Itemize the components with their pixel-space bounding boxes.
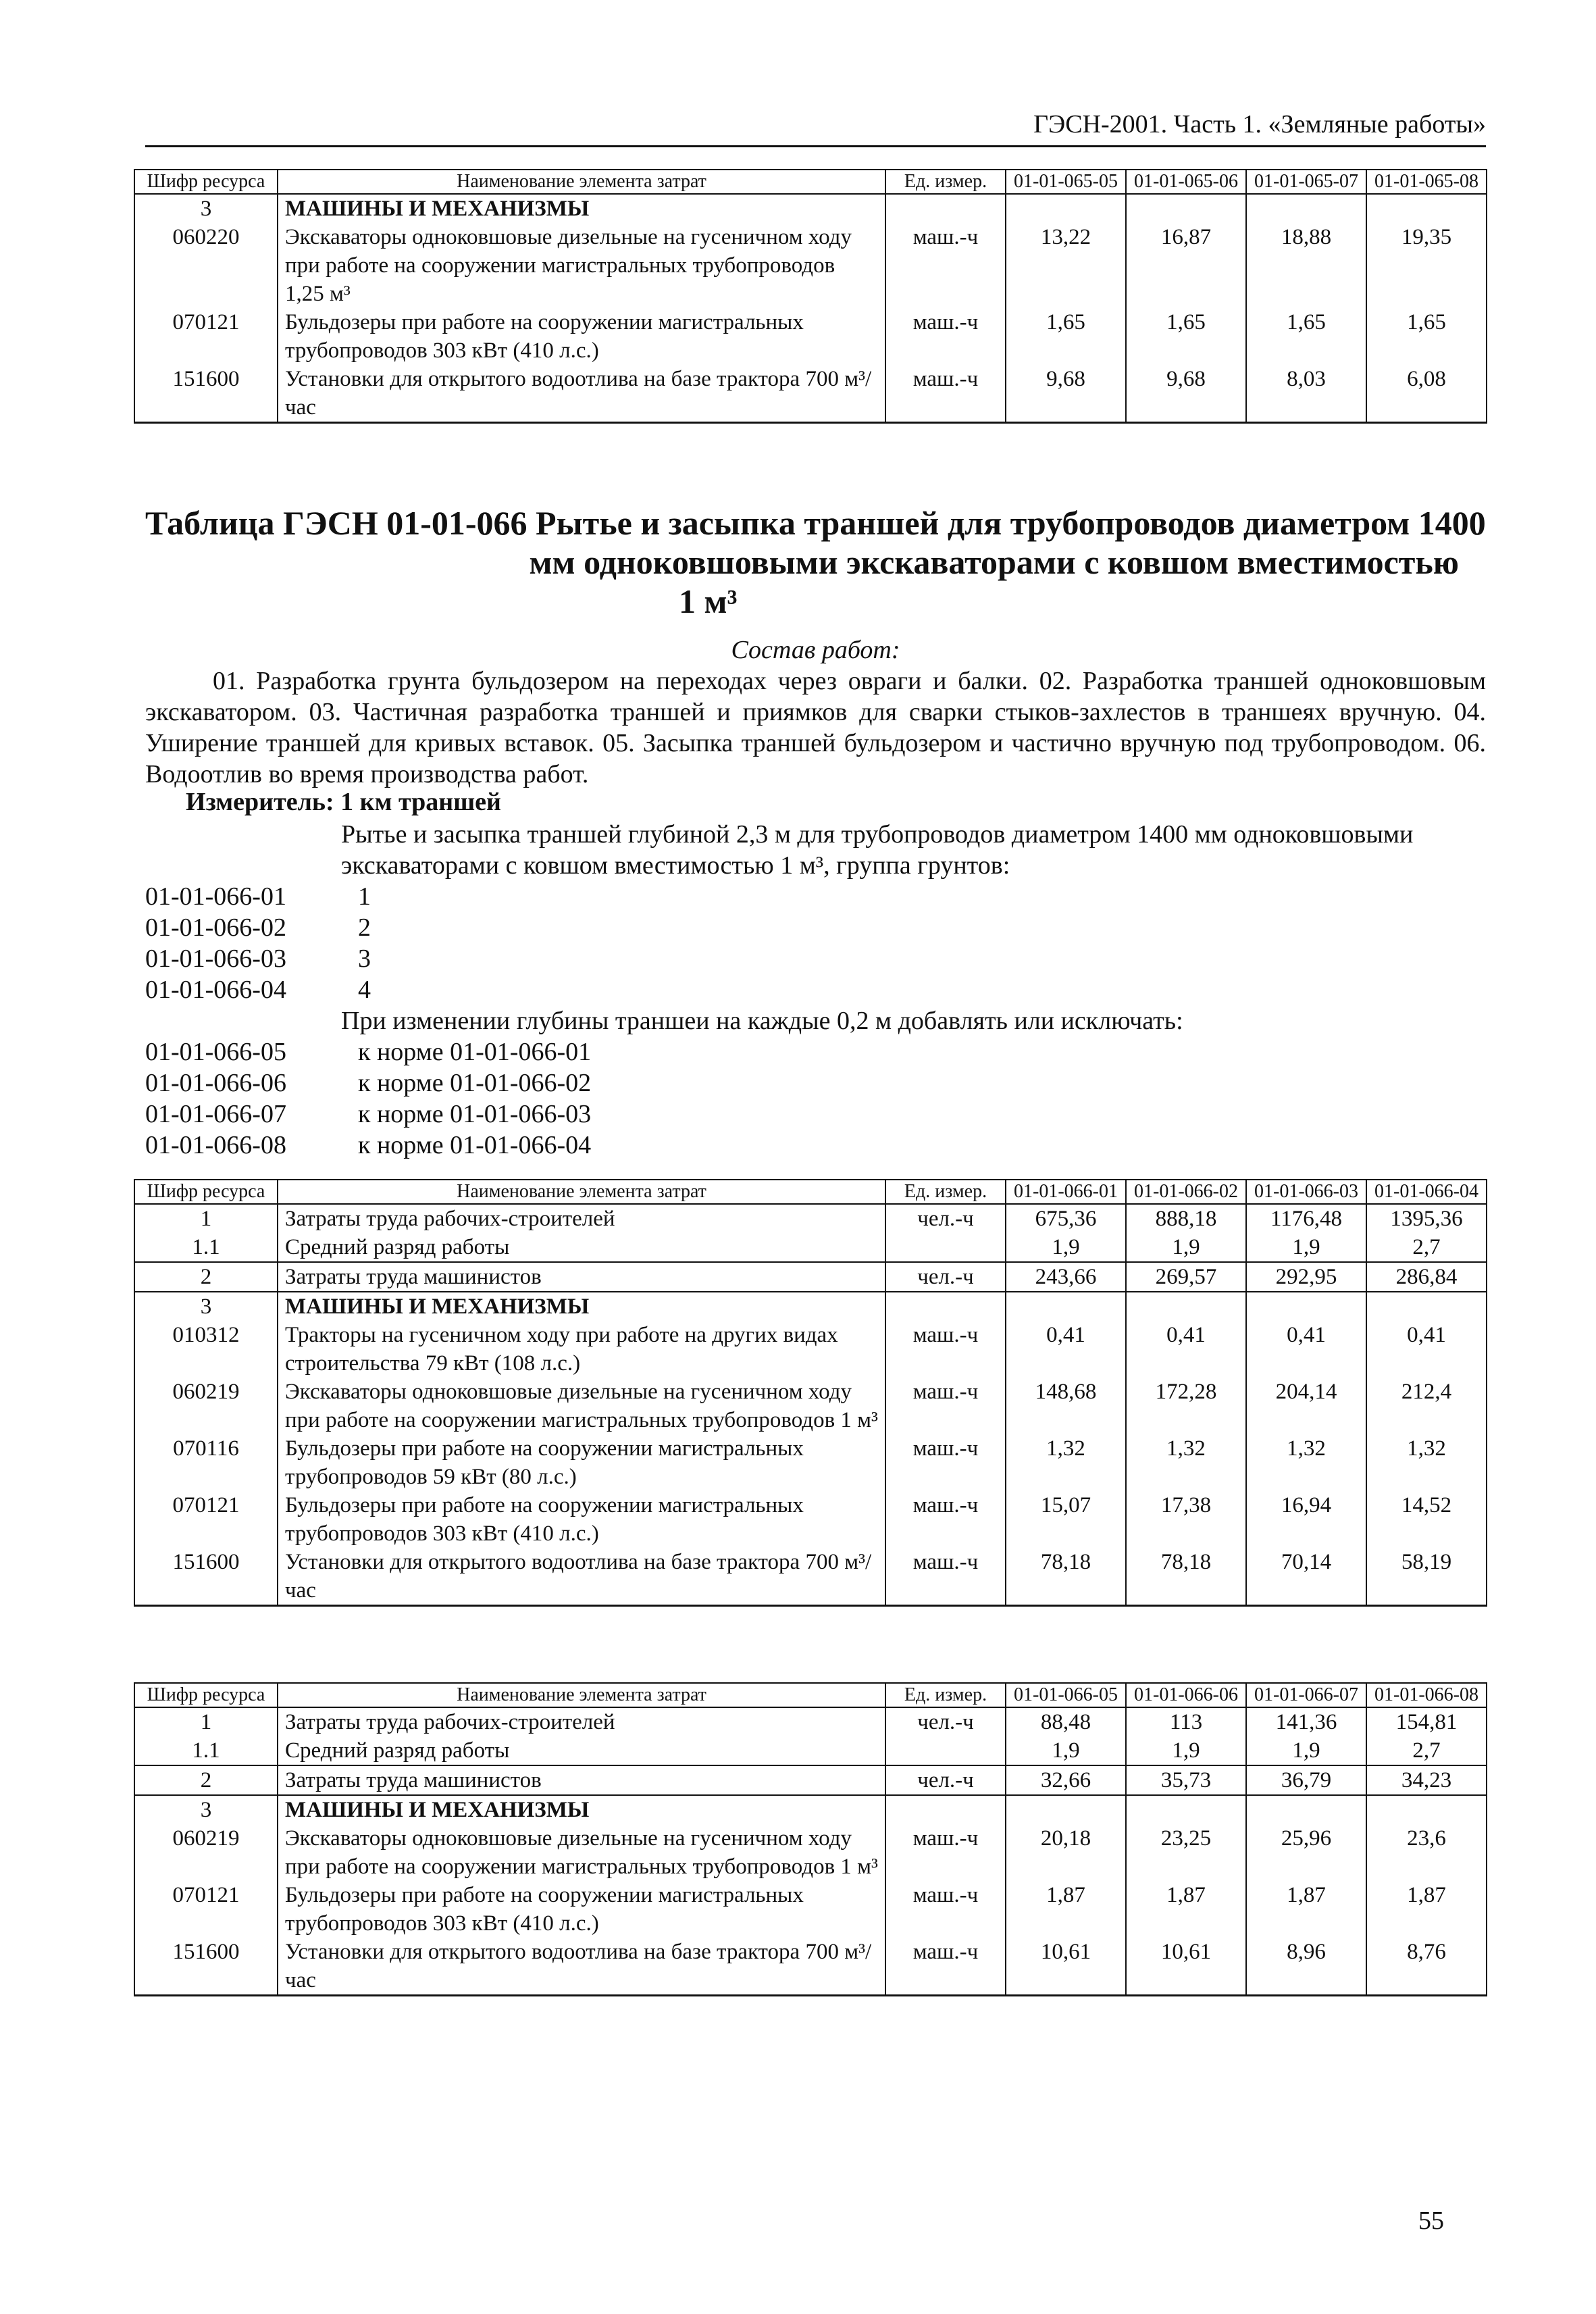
row-value: 8,03 bbox=[1246, 365, 1366, 423]
table-row bbox=[134, 1204, 1487, 1233]
row-name: Экскаваторы одноковшовые дизельные на гусеничном ходу при работе на сооружении магистральных трубопроводов 1,25 м³ bbox=[278, 223, 885, 308]
table-header-row bbox=[134, 1683, 1487, 1707]
row-code: 3 bbox=[134, 194, 278, 223]
row-value: 70,14 bbox=[1246, 1548, 1366, 1606]
norm-item bbox=[145, 1036, 1486, 1067]
norm-text: 4 bbox=[358, 976, 371, 1004]
row-value: 1176,48 bbox=[1246, 1204, 1366, 1233]
row-unit bbox=[885, 194, 1006, 223]
row-value: 269,57 bbox=[1126, 1262, 1246, 1292]
norms-group-list bbox=[145, 881, 1486, 1005]
row-name: Бульдозеры при работе на сооружении магистральных трубопроводов 303 кВт (410 л.с.) bbox=[278, 1881, 885, 1938]
row-unit: чел.-ч bbox=[885, 1765, 1006, 1795]
row-value: 1,87 bbox=[1366, 1881, 1487, 1938]
header-norm-code: 01-01-066-07 bbox=[1246, 1683, 1366, 1707]
table-row bbox=[134, 223, 1487, 308]
norm-text: к норме 01-01-066-03 bbox=[358, 1100, 592, 1128]
row-value: 1,9 bbox=[1126, 1736, 1246, 1765]
table-row bbox=[134, 1707, 1487, 1736]
row-value: 0,41 bbox=[1246, 1321, 1366, 1378]
row-unit: маш.-ч bbox=[885, 1378, 1006, 1434]
table-row bbox=[134, 1824, 1487, 1881]
header-code: Шифр ресурса bbox=[134, 170, 278, 194]
row-value: 1,9 bbox=[1126, 1233, 1246, 1262]
row-code: 1.1 bbox=[134, 1233, 278, 1262]
row-unit: маш.-ч bbox=[885, 1938, 1006, 1996]
row-code: 070121 bbox=[134, 1881, 278, 1938]
header-rule bbox=[145, 145, 1486, 147]
row-value bbox=[1006, 1292, 1126, 1321]
row-name: Средний разряд работы bbox=[278, 1736, 885, 1765]
row-name: МАШИНЫ И МЕХАНИЗМЫ bbox=[278, 1292, 885, 1321]
page-number: 55 bbox=[1418, 2207, 1444, 2235]
row-name: Затраты труда рабочих-строителей bbox=[278, 1204, 885, 1233]
row-name: МАШИНЫ И МЕХАНИЗМЫ bbox=[278, 194, 885, 223]
row-value bbox=[1246, 194, 1366, 223]
row-unit: маш.-ч bbox=[885, 1824, 1006, 1881]
header-norm-code: 01-01-065-05 bbox=[1006, 170, 1126, 194]
row-value: 34,23 bbox=[1366, 1765, 1487, 1795]
row-value: 9,68 bbox=[1006, 365, 1126, 423]
table-row bbox=[134, 1795, 1487, 1824]
row-code: 2 bbox=[134, 1765, 278, 1795]
row-unit: маш.-ч bbox=[885, 223, 1006, 308]
table-row bbox=[134, 1262, 1487, 1292]
row-code: 1 bbox=[134, 1204, 278, 1233]
row-code: 1 bbox=[134, 1707, 278, 1736]
row-value: 1,65 bbox=[1126, 308, 1246, 365]
row-code: 151600 bbox=[134, 365, 278, 423]
header-norm-code: 01-01-065-08 bbox=[1366, 170, 1487, 194]
row-code: 3 bbox=[134, 1292, 278, 1321]
row-unit: чел.-ч bbox=[885, 1707, 1006, 1736]
row-value: 18,88 bbox=[1246, 223, 1366, 308]
row-name: Тракторы на гусеничном ходу при работе на других видах строительства 79 кВт (108 л.с.) bbox=[278, 1321, 885, 1378]
row-value: 23,25 bbox=[1126, 1824, 1246, 1881]
norms-list bbox=[145, 819, 1486, 1161]
table-row bbox=[134, 1378, 1487, 1434]
row-name: Средний разряд работы bbox=[278, 1233, 885, 1262]
header-unit: Ед. измер. bbox=[885, 170, 1006, 194]
row-value: 9,68 bbox=[1126, 365, 1246, 423]
row-value: 204,14 bbox=[1246, 1378, 1366, 1434]
header-norm-code: 01-01-066-05 bbox=[1006, 1683, 1126, 1707]
norm-text: 2 bbox=[358, 913, 371, 942]
table-row bbox=[134, 1491, 1487, 1548]
row-value bbox=[1006, 194, 1126, 223]
header-norm-code: 01-01-065-07 bbox=[1246, 170, 1366, 194]
row-code: 060219 bbox=[134, 1824, 278, 1881]
row-value: 15,07 bbox=[1006, 1491, 1126, 1548]
row-value bbox=[1246, 1292, 1366, 1321]
row-value: 10,61 bbox=[1006, 1938, 1126, 1996]
row-value: 36,79 bbox=[1246, 1765, 1366, 1795]
row-unit: маш.-ч bbox=[885, 308, 1006, 365]
row-value: 10,61 bbox=[1126, 1938, 1246, 1996]
row-value: 19,35 bbox=[1366, 223, 1487, 308]
row-value: 0,41 bbox=[1006, 1321, 1126, 1378]
table-row bbox=[134, 1881, 1487, 1938]
row-value: 1,32 bbox=[1006, 1434, 1126, 1491]
header-norm-code: 01-01-066-04 bbox=[1366, 1180, 1487, 1204]
row-code: 060220 bbox=[134, 223, 278, 308]
row-code: 3 bbox=[134, 1795, 278, 1824]
row-value: 25,96 bbox=[1246, 1824, 1366, 1881]
table-row bbox=[134, 1938, 1487, 1996]
composition-label: Состав работ: bbox=[731, 636, 900, 664]
table-row bbox=[134, 1434, 1487, 1491]
row-value: 888,18 bbox=[1126, 1204, 1246, 1233]
row-unit bbox=[885, 1795, 1006, 1824]
row-value: 88,48 bbox=[1006, 1707, 1126, 1736]
header-name: Наименование элемента затрат bbox=[278, 170, 885, 194]
row-unit bbox=[885, 1292, 1006, 1321]
norm-code: 01-01-066-07 bbox=[145, 1100, 286, 1128]
row-name: Экскаваторы одноковшовые дизельные на гусеничном ходу при работе на сооружении магистральных трубопроводов 1 м³ bbox=[278, 1824, 885, 1881]
row-value: 1,87 bbox=[1006, 1881, 1126, 1938]
running-header: ГЭСН-2001. Часть 1. «Земляные работы» bbox=[1033, 110, 1486, 139]
row-name: Установки для открытого водоотлива на базе трактора 700 м³/час bbox=[278, 365, 885, 423]
norms-intro: Рытье и засыпка траншей глубиной 2,3 м для трубопроводов диаметром 1400 мм одноковшовыми экскаваторами с ковшом вместимостью 1 м³, группа грунтов: bbox=[341, 820, 1414, 880]
row-value: 1,87 bbox=[1126, 1881, 1246, 1938]
row-name: Экскаваторы одноковшовые дизельные на гусеничном ходу при работе на сооружении магистральных трубопроводов 1 м³ bbox=[278, 1378, 885, 1434]
row-value: 1,9 bbox=[1006, 1233, 1126, 1262]
row-value: 58,19 bbox=[1366, 1548, 1487, 1606]
header-code: Шифр ресурса bbox=[134, 1683, 278, 1707]
row-value: 1,9 bbox=[1006, 1736, 1126, 1765]
row-value: 8,96 bbox=[1246, 1938, 1366, 1996]
row-value: 1,9 bbox=[1246, 1736, 1366, 1765]
norm-code: 01-01-066-03 bbox=[145, 945, 286, 973]
table-row bbox=[134, 194, 1487, 223]
norm-text: 3 bbox=[358, 945, 371, 973]
row-name: Установки для открытого водоотлива на базе трактора 700 м³/час bbox=[278, 1938, 885, 1996]
title-line-3: 1 м³ bbox=[679, 582, 738, 620]
header-norm-code: 01-01-066-08 bbox=[1366, 1683, 1487, 1707]
row-value: 0,41 bbox=[1126, 1321, 1246, 1378]
row-value: 1395,36 bbox=[1366, 1204, 1487, 1233]
row-value: 1,32 bbox=[1366, 1434, 1487, 1491]
row-unit: маш.-ч bbox=[885, 1548, 1006, 1606]
row-code: 1.1 bbox=[134, 1736, 278, 1765]
norms-change-list bbox=[145, 1036, 1486, 1161]
header-norm-code: 01-01-065-06 bbox=[1126, 170, 1246, 194]
row-value: 1,87 bbox=[1246, 1881, 1366, 1938]
norm-code: 01-01-066-04 bbox=[145, 976, 286, 1004]
row-value: 20,18 bbox=[1006, 1824, 1126, 1881]
row-value: 243,66 bbox=[1006, 1262, 1126, 1292]
row-value: 2,7 bbox=[1366, 1736, 1487, 1765]
row-value: 141,36 bbox=[1246, 1707, 1366, 1736]
row-value: 675,36 bbox=[1006, 1204, 1126, 1233]
title-line-1: Таблица ГЭСН 01-01-066 Рытье и засыпка траншей для трубопроводов диаметром 1400 bbox=[145, 504, 1486, 542]
norm-item bbox=[145, 943, 1486, 974]
header-norm-code: 01-01-066-01 bbox=[1006, 1180, 1126, 1204]
row-value: 78,18 bbox=[1006, 1548, 1126, 1606]
row-unit: маш.-ч bbox=[885, 1881, 1006, 1938]
row-value: 1,9 bbox=[1246, 1233, 1366, 1262]
row-value: 1,65 bbox=[1366, 308, 1487, 365]
row-value: 154,81 bbox=[1366, 1707, 1487, 1736]
row-value: 16,94 bbox=[1246, 1491, 1366, 1548]
cost-table-066-01-04 bbox=[134, 1179, 1487, 1607]
norm-code: 01-01-066-08 bbox=[145, 1131, 286, 1159]
row-name: Бульдозеры при работе на сооружении магистральных трубопроводов 59 кВт (80 л.с.) bbox=[278, 1434, 885, 1491]
composition-text: 01. Разработка грунта бульдозером на переходах через овраги и балки. 02. Разработка траншей одноковшовым экскаватором. 03. Частичная разработка траншей и приямков для сварки стыков-захлестов в траншеях вручную. 04. Уширение траншей для кривых вставок. 05. Засыпка траншей бульдозером и частично вручную под трубопроводом. 06. Водоотлив во время производства работ. bbox=[145, 667, 1486, 788]
row-value bbox=[1366, 1795, 1487, 1824]
table-title bbox=[145, 503, 1486, 621]
norm-item bbox=[145, 974, 1486, 1005]
norm-item bbox=[145, 1130, 1486, 1161]
row-value bbox=[1126, 1292, 1246, 1321]
row-code: 070121 bbox=[134, 1491, 278, 1548]
row-value: 16,87 bbox=[1126, 223, 1246, 308]
norm-code: 01-01-066-01 bbox=[145, 882, 286, 911]
row-value bbox=[1366, 1292, 1487, 1321]
norm-item bbox=[145, 1099, 1486, 1130]
row-value: 6,08 bbox=[1366, 365, 1487, 423]
header-norm-code: 01-01-066-06 bbox=[1126, 1683, 1246, 1707]
row-unit: маш.-ч bbox=[885, 1434, 1006, 1491]
table-row bbox=[134, 308, 1487, 365]
row-name: Затраты труда машинистов bbox=[278, 1765, 885, 1795]
norm-item bbox=[145, 881, 1486, 912]
header-code: Шифр ресурса bbox=[134, 1180, 278, 1204]
cost-table-066-05-08 bbox=[134, 1682, 1487, 1996]
title-line-2: мм одноковшовыми экскаваторами с ковшом вместимостью bbox=[529, 543, 1459, 581]
row-value: 212,4 bbox=[1366, 1378, 1487, 1434]
row-name: Затраты труда рабочих-строителей bbox=[278, 1707, 885, 1736]
row-unit: маш.-ч bbox=[885, 1491, 1006, 1548]
table-row bbox=[134, 365, 1487, 423]
norm-code: 01-01-066-06 bbox=[145, 1069, 286, 1097]
row-value: 292,95 bbox=[1246, 1262, 1366, 1292]
meter: Измеритель: 1 км траншей bbox=[186, 788, 501, 816]
row-code: 010312 bbox=[134, 1321, 278, 1378]
row-value bbox=[1006, 1795, 1126, 1824]
header-unit: Ед. измер. bbox=[885, 1683, 1006, 1707]
header-unit: Ед. измер. bbox=[885, 1180, 1006, 1204]
row-value: 1,32 bbox=[1246, 1434, 1366, 1491]
norm-text: 1 bbox=[358, 882, 371, 911]
row-code: 060219 bbox=[134, 1378, 278, 1434]
row-value bbox=[1126, 1795, 1246, 1824]
header-name: Наименование элемента затрат bbox=[278, 1180, 885, 1204]
row-value: 1,65 bbox=[1006, 308, 1126, 365]
norms-change-intro: При изменении глубины траншеи на каждые 0,2 м добавлять или исключать: bbox=[341, 1007, 1183, 1035]
row-value: 13,22 bbox=[1006, 223, 1126, 308]
row-value: 1,65 bbox=[1246, 308, 1366, 365]
cost-table-065 bbox=[134, 169, 1487, 424]
norm-text: к норме 01-01-066-02 bbox=[358, 1069, 592, 1097]
row-code: 151600 bbox=[134, 1548, 278, 1606]
table-header-row bbox=[134, 170, 1487, 194]
norm-item bbox=[145, 1067, 1486, 1099]
norm-text: к норме 01-01-066-04 bbox=[358, 1131, 592, 1159]
row-name: Затраты труда машинистов bbox=[278, 1262, 885, 1292]
row-name: Бульдозеры при работе на сооружении магистральных трубопроводов 303 кВт (410 л.с.) bbox=[278, 308, 885, 365]
row-value: 14,52 bbox=[1366, 1491, 1487, 1548]
row-code: 070121 bbox=[134, 308, 278, 365]
row-value bbox=[1246, 1795, 1366, 1824]
row-value: 1,32 bbox=[1126, 1434, 1246, 1491]
row-name: МАШИНЫ И МЕХАНИЗМЫ bbox=[278, 1795, 885, 1824]
table-row bbox=[134, 1548, 1487, 1606]
norm-code: 01-01-066-02 bbox=[145, 913, 286, 942]
row-value: 148,68 bbox=[1006, 1378, 1126, 1434]
row-unit: чел.-ч bbox=[885, 1204, 1006, 1233]
table-row bbox=[134, 1736, 1487, 1765]
header-norm-code: 01-01-066-03 bbox=[1246, 1180, 1366, 1204]
table-row bbox=[134, 1233, 1487, 1262]
norm-code: 01-01-066-05 bbox=[145, 1038, 286, 1066]
table-row bbox=[134, 1292, 1487, 1321]
row-value: 113 bbox=[1126, 1707, 1246, 1736]
row-value: 0,41 bbox=[1366, 1321, 1487, 1378]
row-value: 2,7 bbox=[1366, 1233, 1487, 1262]
row-value: 172,28 bbox=[1126, 1378, 1246, 1434]
row-value bbox=[1366, 194, 1487, 223]
row-name: Бульдозеры при работе на сооружении магистральных трубопроводов 303 кВт (410 л.с.) bbox=[278, 1491, 885, 1548]
table-row bbox=[134, 1321, 1487, 1378]
row-value: 23,6 bbox=[1366, 1824, 1487, 1881]
row-value bbox=[1126, 194, 1246, 223]
row-code: 070116 bbox=[134, 1434, 278, 1491]
row-unit: чел.-ч bbox=[885, 1262, 1006, 1292]
header-name: Наименование элемента затрат bbox=[278, 1683, 885, 1707]
row-unit: маш.-ч bbox=[885, 365, 1006, 423]
row-value: 35,73 bbox=[1126, 1765, 1246, 1795]
row-name: Установки для открытого водоотлива на базе трактора 700 м³/час bbox=[278, 1548, 885, 1606]
row-unit bbox=[885, 1736, 1006, 1765]
row-code: 151600 bbox=[134, 1938, 278, 1996]
norm-item bbox=[145, 912, 1486, 943]
row-value: 8,76 bbox=[1366, 1938, 1487, 1996]
row-code: 2 bbox=[134, 1262, 278, 1292]
norm-text: к норме 01-01-066-01 bbox=[358, 1038, 592, 1066]
row-unit: маш.-ч bbox=[885, 1321, 1006, 1378]
table-row bbox=[134, 1765, 1487, 1795]
row-value: 286,84 bbox=[1366, 1262, 1487, 1292]
row-value: 17,38 bbox=[1126, 1491, 1246, 1548]
table-header-row bbox=[134, 1180, 1487, 1204]
header-norm-code: 01-01-066-02 bbox=[1126, 1180, 1246, 1204]
row-value: 78,18 bbox=[1126, 1548, 1246, 1606]
row-value: 32,66 bbox=[1006, 1765, 1126, 1795]
row-unit bbox=[885, 1233, 1006, 1262]
